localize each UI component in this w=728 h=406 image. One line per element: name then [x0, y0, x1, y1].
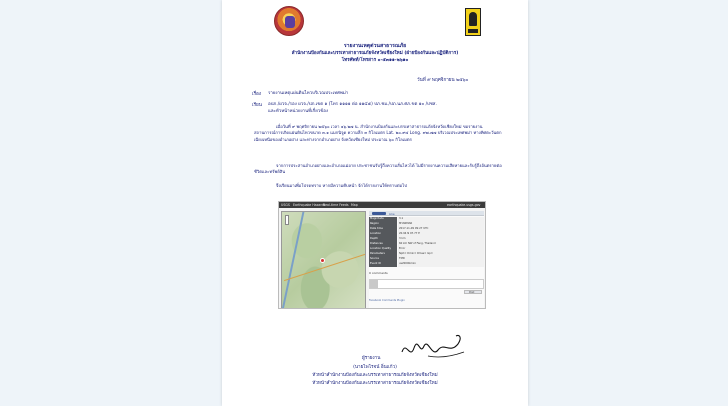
signature-icon	[398, 330, 468, 366]
info-row: Source TMD	[369, 257, 484, 262]
body-paragraph-1: เมื่อวันที่ ๙ พฤศจิกายน ๒๕๖๐ เวลา ๑๖.๒๗ น. สำนักงานป้องกันและบรรเทาสาธารณภัยจังหวัดเชียงใหม่ ขอรายงานสถานการณ์การเกิดแผ่นดินไหวขนาด ๓.๑ แมกนิจูด ความลึก ๓ กิโลเมตร Lat. ๒๐.๙๔ Long. ๙๗.๗๗ บริเวณประเทศพม่า ทางทิศตะวันตกเฉียงเหนือของอำเภอฝาง และห่างจากอำเภอฝาง จังหวัดเชียงใหม่ ประมาณ ๖๐ กิโลเมตร	[254, 124, 502, 142]
recipient-line-2: และหัวหน้าหน่วยงานที่เกี่ยวข้อง	[268, 109, 329, 114]
info-row: Parameters Nph= Dmin= Rmss= Gp=	[369, 252, 484, 257]
epicenter-marker-icon	[320, 258, 325, 263]
comment-input-box	[369, 279, 484, 289]
comments-count: 0 comments	[369, 271, 388, 275]
disaster-prevention-logo-icon	[465, 8, 481, 36]
body-paragraph-2: จากการประสานอำเภอฝางและอำเภอแม่อาย ประชาชนรับรู้ถึงความสั่นไหวได้ ไม่มีรายงานความเสียหายและรับรู้ถึงอันตรายต่อชีวิตและทรัพย์สิน	[254, 163, 502, 175]
comments-plugin-label: Facebook Comments Plugin	[369, 299, 405, 302]
info-header	[369, 211, 484, 216]
subject-text: รายงานเหตุแผ่นดินไหวบริเวณประเทศพม่า	[268, 91, 349, 96]
info-row: Region MYANMAR	[369, 222, 484, 227]
info-row: Depth 3 km	[369, 237, 484, 242]
event-info-panel	[369, 211, 484, 309]
subject-label: เรื่อง	[252, 92, 262, 97]
recipient-line-1: อปภ./ผวจ./รอง ผวจ./ปภ.เขต ๑ (โทร ๑๑๑๑ ต่อ ๑๑๔๕) ปภ.ชม./ปภ.นภ.ศภ.ขต ๑๐ /ปชส.	[268, 102, 437, 107]
facebook-like-button	[372, 212, 386, 215]
post-comment-button	[464, 290, 482, 294]
document-title: รายงานเหตุด่วนสาธารณภัย	[343, 43, 407, 49]
earthquake-map	[281, 211, 366, 309]
report-date: วันที่ ๙ พฤศจิกายน ๒๕๖๐	[417, 78, 469, 83]
zoom-control-icon	[285, 215, 289, 225]
reporter-label: ผู้รายงาน	[362, 356, 381, 361]
signer-name: (นายไพโรจน์ อิ่นแก้ว)	[353, 365, 397, 370]
like-label: Like	[389, 211, 395, 216]
river-line	[282, 212, 305, 309]
info-row: Location 20.94 N 97.77 E	[369, 232, 484, 237]
info-row: Date time 2017-11-09 09:27 UTC	[369, 227, 484, 232]
signer-title-1: หัวหน้าสำนักงานป้องกันและบรรเทาสาธารณภัยจังหวัดเชียงใหม่	[312, 373, 438, 378]
topbar-item: Map	[351, 203, 358, 207]
info-row: Distances 60 km NW of Fang, Thailand	[369, 242, 484, 247]
body-paragraph-3: จึงเรียนมาเพื่อโปรดทราบ หากมีความคืบหน้า จักได้รายงานให้ทราบต่อไป	[276, 183, 407, 188]
topbar-item: USGS	[281, 203, 290, 207]
organization-line: สำนักงานป้องกันและบรรเทาสาธารณภัยจังหวัดเชียงใหม่ (ฝ่ายป้องกันและปฏิบัติการ)	[291, 51, 459, 56]
topbar-item: Real-time Feeds	[323, 203, 349, 207]
road-line	[284, 254, 365, 281]
info-row: Event ID us2000bmxx	[369, 262, 484, 267]
embedded-earthquake-screenshot	[278, 201, 486, 309]
department-seal-icon	[274, 6, 304, 36]
info-row: Location Quality Error	[369, 247, 484, 252]
document-page	[222, 0, 528, 406]
signer-title-2: หัวหน้าสำนักงานป้องกันและบรรเทาสาธารณภัยจังหวัดเชียงใหม่	[312, 381, 438, 386]
post-label: Post	[469, 291, 475, 294]
screenshot-topbar	[279, 202, 485, 208]
phone-line: โทรศัพท์/โทรสาร ๐-๕๓๑๑-๒๖๑๐	[341, 58, 409, 63]
info-row: Magnitude 3.1	[369, 217, 484, 222]
topbar-url: earthquake.usgs.gov	[447, 203, 481, 207]
to-label: เรียน	[252, 103, 262, 108]
avatar	[370, 280, 378, 288]
topbar-item: Earthquake Hazards	[293, 203, 326, 207]
